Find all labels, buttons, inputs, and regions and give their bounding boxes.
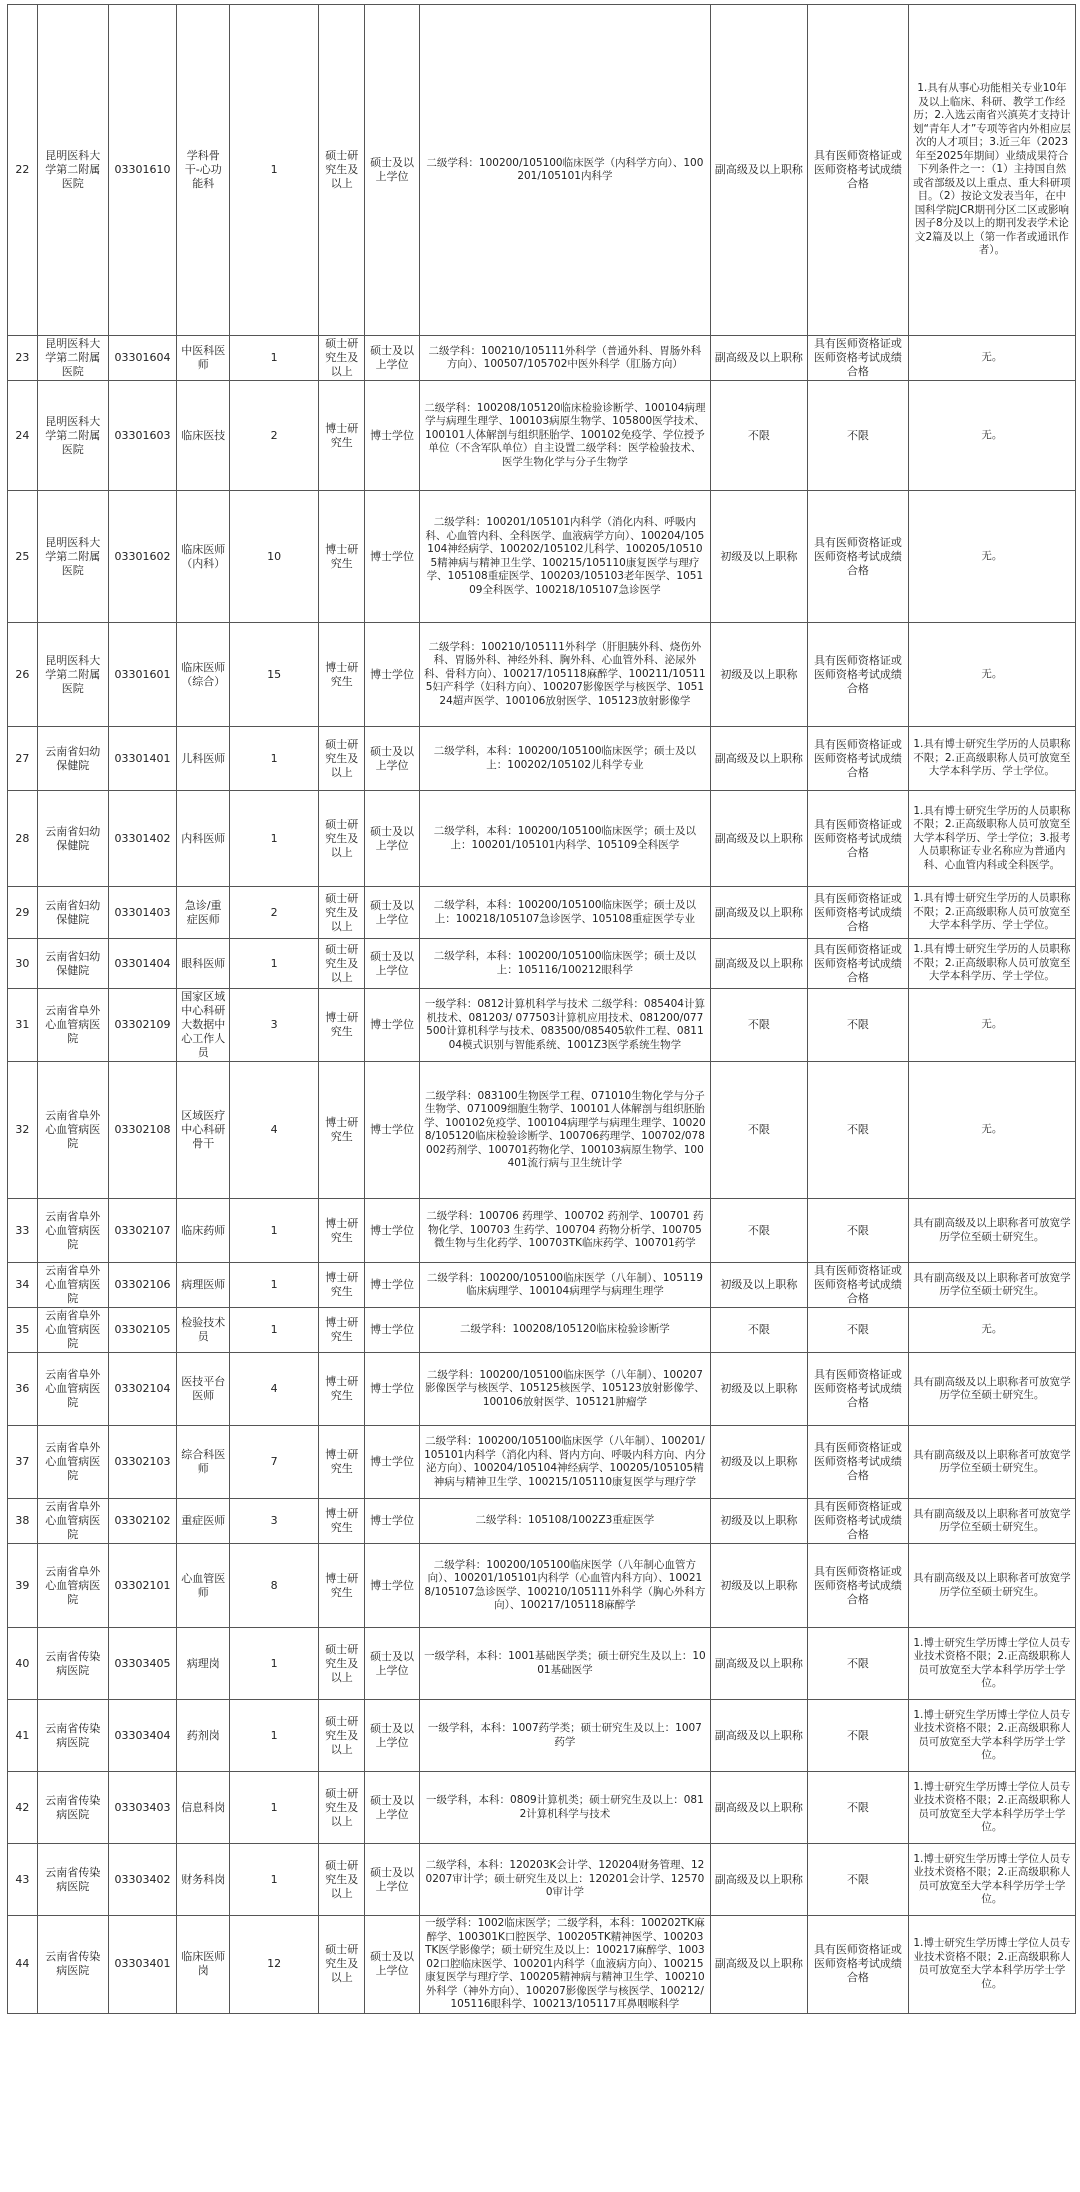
col-edu: 博士研究生 <box>319 381 365 491</box>
col-count: 10 <box>230 491 319 623</box>
col-degree: 硕士及以上学位 <box>365 939 420 989</box>
col-code: 03301602 <box>108 491 177 623</box>
col-major: 二级学科：100208/105120临床检验诊断学、100104病理学与病理生理学、100103病原生物学、105800医学技术、100101人体解剖与组织胚胎学、100102免疫学、学位授予单位（不含军队单位）自主设置二级学科：医学检验技术、医学生物化学与分子生物学 <box>420 381 711 491</box>
col-other: 1.具有博士研究生学历的人员职称不限；2.正高级职称人员可放宽至大学本科学历、学士学位。 <box>908 887 1075 939</box>
col-major: 二级学科：100200/105100临床医学（内科学方向）、100201/105101内科学 <box>420 5 711 336</box>
col-count: 1 <box>230 1199 319 1263</box>
col-degree: 硕士及以上学位 <box>365 1628 420 1700</box>
col-degree: 博士学位 <box>365 989 420 1062</box>
col-code: 03302103 <box>108 1426 177 1499</box>
col-major: 二级学科：100200/105100临床医学（八年制）、100201/105101内科学（消化内科、肾内方向、呼吸内科方向、内分泌方向）、100204/105104神经病学、100205/105105精神病与精神卫生学、100215/105110康复医学与理疗学 <box>420 1426 711 1499</box>
col-unit: 昆明医科大学第二附属医院 <box>37 381 108 491</box>
col-title: 副高级及以上职称 <box>710 5 807 336</box>
col-post: 财务科岗 <box>177 1844 230 1916</box>
col-post: 中医科医师 <box>177 336 230 381</box>
table-row <box>8 727 1076 791</box>
col-post: 儿科医师 <box>177 727 230 791</box>
col-post: 临床医师（综合） <box>177 623 230 727</box>
col-post: 病理医师 <box>177 1263 230 1308</box>
col-cert: 具有医师资格证或医师资格考试成绩合格 <box>808 491 909 623</box>
col-count: 1 <box>230 1700 319 1772</box>
col-degree: 硕士及以上学位 <box>365 1844 420 1916</box>
col-code: 03302107 <box>108 1199 177 1263</box>
col-post: 内科医师 <box>177 791 230 887</box>
col-no: 41 <box>8 1700 38 1772</box>
col-degree: 博士学位 <box>365 1062 420 1199</box>
col-unit: 云南省阜外心血管病医院 <box>37 1199 108 1263</box>
col-title: 副高级及以上职称 <box>710 336 807 381</box>
col-count: 1 <box>230 5 319 336</box>
col-degree: 博士学位 <box>365 1308 420 1353</box>
col-no: 31 <box>8 989 38 1062</box>
col-degree: 博士学位 <box>365 491 420 623</box>
col-count: 3 <box>230 1499 319 1544</box>
table-row <box>8 1628 1076 1700</box>
col-post: 信息科岗 <box>177 1772 230 1844</box>
col-degree: 硕士及以上学位 <box>365 1916 420 2014</box>
col-other: 1.博士研究生学历博士学位人员专业技术资格不限；2.正高级职称人员可放宽至大学本科学历学士学位。 <box>908 1772 1075 1844</box>
col-cert: 不限 <box>808 1772 909 1844</box>
col-edu: 博士研究生 <box>319 1426 365 1499</box>
col-title: 副高级及以上职称 <box>710 791 807 887</box>
col-title: 初级及以上职称 <box>710 1426 807 1499</box>
col-major: 一级学科，本科：1001基础医学类；硕士研究生及以上：1001基础医学 <box>420 1628 711 1700</box>
col-title: 副高级及以上职称 <box>710 1772 807 1844</box>
col-cert: 具有医师资格证或医师资格考试成绩合格 <box>808 791 909 887</box>
col-other: 无。 <box>908 491 1075 623</box>
table-row <box>8 1544 1076 1628</box>
table-row <box>8 491 1076 623</box>
col-major: 二级学科：100200/105100临床医学（八年制心血管方向）、100201/105101内科学（心血管内科方向）、100218/105107急诊医学、100210/105111外科学（胸心外科方向）、100217/105118麻醉学 <box>420 1544 711 1628</box>
col-code: 03302102 <box>108 1499 177 1544</box>
col-no: 38 <box>8 1499 38 1544</box>
col-degree: 硕士及以上学位 <box>365 791 420 887</box>
col-code: 03303402 <box>108 1844 177 1916</box>
col-code: 03301401 <box>108 727 177 791</box>
col-count: 2 <box>230 381 319 491</box>
col-cert: 具有医师资格证或医师资格考试成绩合格 <box>808 1916 909 2014</box>
col-unit: 昆明医科大学第二附属医院 <box>37 623 108 727</box>
col-cert: 具有医师资格证或医师资格考试成绩合格 <box>808 1353 909 1426</box>
col-other: 1.具有博士研究生学历的人员职称不限；2.正高级职称人员可放宽至大学本科学历、学士学位；3.报考人员职称证专业名称应为普通内科、心血管内科或全科医学。 <box>908 791 1075 887</box>
col-cert: 具有医师资格证或医师资格考试成绩合格 <box>808 887 909 939</box>
col-other: 具有副高级及以上职称者可放宽学历学位至硕士研究生。 <box>908 1263 1075 1308</box>
col-no: 36 <box>8 1353 38 1426</box>
col-post: 临床药师 <box>177 1199 230 1263</box>
col-post: 药剂岗 <box>177 1700 230 1772</box>
col-unit: 云南省传染病医院 <box>37 1772 108 1844</box>
col-unit: 云南省阜外心血管病医院 <box>37 1499 108 1544</box>
col-title: 不限 <box>710 989 807 1062</box>
col-unit: 昆明医科大学第二附属医院 <box>37 491 108 623</box>
col-edu: 硕士研究生及以上 <box>319 1772 365 1844</box>
col-unit: 云南省传染病医院 <box>37 1628 108 1700</box>
col-unit: 云南省传染病医院 <box>37 1844 108 1916</box>
col-degree: 博士学位 <box>365 623 420 727</box>
col-count: 7 <box>230 1426 319 1499</box>
col-degree: 硕士及以上学位 <box>365 336 420 381</box>
col-edu: 博士研究生 <box>319 623 365 727</box>
col-major: 二级学科，本科：100200/105100临床医学；硕士及以上：100218/105107急诊医学、105108重症医学专业 <box>420 887 711 939</box>
col-degree: 硕士及以上学位 <box>365 5 420 336</box>
col-other: 1.博士研究生学历博士学位人员专业技术资格不限；2.正高级职称人员可放宽至大学本科学历学士学位。 <box>908 1628 1075 1700</box>
col-post: 综合科医师 <box>177 1426 230 1499</box>
table-row <box>8 1700 1076 1772</box>
col-cert: 不限 <box>808 381 909 491</box>
col-edu: 博士研究生 <box>319 989 365 1062</box>
col-no: 26 <box>8 623 38 727</box>
col-no: 24 <box>8 381 38 491</box>
col-cert: 具有医师资格证或医师资格考试成绩合格 <box>808 1544 909 1628</box>
col-major: 二级学科：100210/105111外科学（普通外科、胃肠外科方向）、100507/105702中医外科学（肛肠方向） <box>420 336 711 381</box>
col-edu: 硕士研究生及以上 <box>319 1700 365 1772</box>
col-count: 1 <box>230 1628 319 1700</box>
col-post: 急诊/重症医师 <box>177 887 230 939</box>
col-edu: 博士研究生 <box>319 1062 365 1199</box>
col-cert: 不限 <box>808 1308 909 1353</box>
col-no: 32 <box>8 1062 38 1199</box>
col-cert: 具有医师资格证或医师资格考试成绩合格 <box>808 1499 909 1544</box>
col-major: 二级学科，本科：100200/105100临床医学；硕士及以上：100202/105102儿科学专业 <box>420 727 711 791</box>
col-unit: 云南省阜外心血管病医院 <box>37 1263 108 1308</box>
col-title: 副高级及以上职称 <box>710 887 807 939</box>
col-other: 1.博士研究生学历博士学位人员专业技术资格不限；2.正高级职称人员可放宽至大学本科学历学士学位。 <box>908 1844 1075 1916</box>
table-row <box>8 381 1076 491</box>
col-code: 03303403 <box>108 1772 177 1844</box>
col-degree: 博士学位 <box>365 1353 420 1426</box>
col-unit: 云南省妇幼保健院 <box>37 727 108 791</box>
col-major: 二级学科：083100生物医学工程、071010生物化学与分子生物学、071009细胞生物学、100101人体解剖与组织胚胎学、100102免疫学、100104病理学与病理生理学、100208/105120临床检验诊断学、100706药理学、100702/078002药剂学、100701药物化学、100103病原生物学、100401流行病与卫生统计学 <box>420 1062 711 1199</box>
col-count: 1 <box>230 1308 319 1353</box>
table-row <box>8 1263 1076 1308</box>
col-no: 27 <box>8 727 38 791</box>
col-edu: 博士研究生 <box>319 1199 365 1263</box>
col-edu: 硕士研究生及以上 <box>319 1916 365 2014</box>
col-post: 病理岗 <box>177 1628 230 1700</box>
col-edu: 博士研究生 <box>319 1353 365 1426</box>
col-post: 学科骨干-心功能科 <box>177 5 230 336</box>
table-row <box>8 623 1076 727</box>
col-code: 03302106 <box>108 1263 177 1308</box>
col-title: 副高级及以上职称 <box>710 727 807 791</box>
col-edu: 博士研究生 <box>319 1499 365 1544</box>
col-other: 无。 <box>908 336 1075 381</box>
col-post: 眼科医师 <box>177 939 230 989</box>
col-no: 39 <box>8 1544 38 1628</box>
col-major: 二级学科：100706 药理学、100702 药剂学、100701 药物化学、100703 生药学、100704 药物分析学、100705 微生物与生化药学、100703TK临床药学、100701药学 <box>420 1199 711 1263</box>
table-row <box>8 1499 1076 1544</box>
col-major: 二级学科，本科：120203K会计学、120204财务管理、120207审计学；硕士研究生及以上：120201会计学、125700审计学 <box>420 1844 711 1916</box>
col-cert: 具有医师资格证或医师资格考试成绩合格 <box>808 939 909 989</box>
table-row <box>8 989 1076 1062</box>
col-edu: 博士研究生 <box>319 1308 365 1353</box>
col-post: 医技平台医师 <box>177 1353 230 1426</box>
col-major: 一级学科：1002临床医学；二级学科，本科：100202TK麻醉学、100301K口腔医学、100205TK精神医学、100203TK医学影像学；硕士研究生及以上：100217麻醉学、100302口腔临床医学、100201内科学（血液病方向）、100215康复医学与理疗学、100205精神病与精神卫生学、100210外科学（神外方向）、100207影像医学与核医学、100212/105116眼科学、100213/105117耳鼻咽喉科学 <box>420 1916 711 2014</box>
col-title: 副高级及以上职称 <box>710 1628 807 1700</box>
col-unit: 云南省妇幼保健院 <box>37 887 108 939</box>
col-degree: 博士学位 <box>365 1426 420 1499</box>
col-edu: 硕士研究生及以上 <box>319 1844 365 1916</box>
col-no: 37 <box>8 1426 38 1499</box>
col-no: 28 <box>8 791 38 887</box>
col-code: 03302105 <box>108 1308 177 1353</box>
col-no: 33 <box>8 1199 38 1263</box>
col-count: 1 <box>230 939 319 989</box>
col-no: 35 <box>8 1308 38 1353</box>
col-major: 一级学科，本科：1007药学类；硕士研究生及以上：1007药学 <box>420 1700 711 1772</box>
col-title: 副高级及以上职称 <box>710 1916 807 2014</box>
col-post: 心血管医师 <box>177 1544 230 1628</box>
col-no: 30 <box>8 939 38 989</box>
col-degree: 博士学位 <box>365 1499 420 1544</box>
col-count: 4 <box>230 1062 319 1199</box>
col-post: 临床医技 <box>177 381 230 491</box>
col-title: 初级及以上职称 <box>710 1499 807 1544</box>
col-code: 03301604 <box>108 336 177 381</box>
table-row <box>8 1916 1076 2014</box>
col-code: 03301402 <box>108 791 177 887</box>
col-count: 15 <box>230 623 319 727</box>
col-count: 1 <box>230 1844 319 1916</box>
col-other: 1.博士研究生学历博士学位人员专业技术资格不限；2.正高级职称人员可放宽至大学本科学历学士学位。 <box>908 1700 1075 1772</box>
col-edu: 硕士研究生及以上 <box>319 336 365 381</box>
col-no: 34 <box>8 1263 38 1308</box>
col-major: 二级学科：100208/105120临床检验诊断学 <box>420 1308 711 1353</box>
col-count: 2 <box>230 887 319 939</box>
col-count: 1 <box>230 1772 319 1844</box>
col-no: 23 <box>8 336 38 381</box>
col-degree: 硕士及以上学位 <box>365 727 420 791</box>
recruitment-table <box>7 4 1076 2014</box>
col-other: 1.具有博士研究生学历的人员职称不限；2.正高级职称人员可放宽至大学本科学历、学士学位。 <box>908 939 1075 989</box>
col-edu: 博士研究生 <box>319 491 365 623</box>
col-cert: 具有医师资格证或医师资格考试成绩合格 <box>808 727 909 791</box>
col-no: 25 <box>8 491 38 623</box>
col-no: 22 <box>8 5 38 336</box>
col-cert: 具有医师资格证或医师资格考试成绩合格 <box>808 623 909 727</box>
col-count: 3 <box>230 989 319 1062</box>
col-unit: 昆明医科大学第二附属医院 <box>37 336 108 381</box>
col-no: 43 <box>8 1844 38 1916</box>
col-count: 12 <box>230 1916 319 2014</box>
col-post: 临床医师岗 <box>177 1916 230 2014</box>
col-major: 二级学科：100200/105100临床医学（八年制）、105119临床病理学、100104病理学与病理生理学 <box>420 1263 711 1308</box>
col-edu: 硕士研究生及以上 <box>319 5 365 336</box>
col-title: 初级及以上职称 <box>710 1263 807 1308</box>
col-other: 无。 <box>908 381 1075 491</box>
col-other: 具有副高级及以上职称者可放宽学历学位至硕士研究生。 <box>908 1544 1075 1628</box>
col-major: 二级学科：105108/1002Z3重症医学 <box>420 1499 711 1544</box>
col-cert: 不限 <box>808 1700 909 1772</box>
col-other: 无。 <box>908 1062 1075 1199</box>
col-count: 1 <box>230 336 319 381</box>
table-row <box>8 1199 1076 1263</box>
table-row <box>8 1353 1076 1426</box>
col-count: 8 <box>230 1544 319 1628</box>
col-title: 不限 <box>710 1062 807 1199</box>
col-title: 初级及以上职称 <box>710 623 807 727</box>
col-unit: 云南省阜外心血管病医院 <box>37 1308 108 1353</box>
col-major: 二级学科，本科：100200/105100临床医学；硕士及以上：100201/105101内科学、105109全科医学 <box>420 791 711 887</box>
col-title: 初级及以上职称 <box>710 491 807 623</box>
col-other: 1.博士研究生学历博士学位人员专业技术资格不限；2.正高级职称人员可放宽至大学本科学历学士学位。 <box>908 1916 1075 2014</box>
col-edu: 硕士研究生及以上 <box>319 939 365 989</box>
col-edu: 硕士研究生及以上 <box>319 1628 365 1700</box>
col-degree: 硕士及以上学位 <box>365 1700 420 1772</box>
col-title: 副高级及以上职称 <box>710 939 807 989</box>
col-code: 03303404 <box>108 1700 177 1772</box>
table-row <box>8 336 1076 381</box>
col-other: 无。 <box>908 989 1075 1062</box>
col-cert: 具有医师资格证或医师资格考试成绩合格 <box>808 1426 909 1499</box>
col-edu: 博士研究生 <box>319 1544 365 1628</box>
col-degree: 博士学位 <box>365 1199 420 1263</box>
col-major: 一级学科，本科：0809计算机类；硕士研究生及以上：0812计算机科学与技术 <box>420 1772 711 1844</box>
col-count: 4 <box>230 1353 319 1426</box>
table-row <box>8 887 1076 939</box>
col-cert: 不限 <box>808 1062 909 1199</box>
col-title: 初级及以上职称 <box>710 1353 807 1426</box>
col-code: 03301404 <box>108 939 177 989</box>
col-post: 国家区域中心科研大数据中心工作人员 <box>177 989 230 1062</box>
table-row <box>8 939 1076 989</box>
col-unit: 云南省传染病医院 <box>37 1916 108 2014</box>
table-row <box>8 1308 1076 1353</box>
col-major: 二级学科：100210/105111外科学（肝胆胰外科、烧伤外科、胃肠外科、神经外科、胸外科、心血管外科、泌尿外科、骨科方向）、100217/105118麻醉学、100211/105115妇产科学（妇科方向）、100207影像医学与核医学、105124超声医学、100106放射医学、105123放射影像学 <box>420 623 711 727</box>
col-other: 无。 <box>908 1308 1075 1353</box>
col-count: 1 <box>230 1263 319 1308</box>
col-degree: 硕士及以上学位 <box>365 1772 420 1844</box>
col-major: 二级学科：100201/105101内科学（消化内科、呼吸内科、心血管内科、全科医学、血液病学方向）、100204/105104神经病学、100202/105102儿科学、100205/105105精神病与精神卫生学、100215/105110康复医学与理疗学、105108重症医学、100203/105103老年医学、105109全科医学、100218/105107急诊医学 <box>420 491 711 623</box>
col-unit: 云南省传染病医院 <box>37 1700 108 1772</box>
col-count: 1 <box>230 791 319 887</box>
col-count: 1 <box>230 727 319 791</box>
col-no: 44 <box>8 1916 38 2014</box>
col-unit: 云南省阜外心血管病医院 <box>37 1062 108 1199</box>
col-unit: 昆明医科大学第二附属医院 <box>37 5 108 336</box>
col-title: 初级及以上职称 <box>710 1544 807 1628</box>
col-other: 1.具有博士研究生学历的人员职称不限；2.正高级职称人员可放宽至大学本科学历、学士学位。 <box>908 727 1075 791</box>
col-degree: 硕士及以上学位 <box>365 887 420 939</box>
col-other: 具有副高级及以上职称者可放宽学历学位至硕士研究生。 <box>908 1499 1075 1544</box>
col-no: 42 <box>8 1772 38 1844</box>
col-post: 区域医疗中心科研骨干 <box>177 1062 230 1199</box>
col-unit: 云南省妇幼保健院 <box>37 939 108 989</box>
col-title: 副高级及以上职称 <box>710 1844 807 1916</box>
col-code: 03303405 <box>108 1628 177 1700</box>
col-cert: 不限 <box>808 1844 909 1916</box>
col-major: 二级学科，本科：100200/105100临床医学；硕士及以上：105116/100212眼科学 <box>420 939 711 989</box>
table-row <box>8 791 1076 887</box>
col-no: 40 <box>8 1628 38 1700</box>
col-major: 二级学科：100200/105100临床医学（八年制）、100207影像医学与核医学、105125核医学、105123放射影像学、100106放射医学、105121肿瘤学 <box>420 1353 711 1426</box>
col-code: 03301403 <box>108 887 177 939</box>
col-edu: 硕士研究生及以上 <box>319 791 365 887</box>
col-other: 具有副高级及以上职称者可放宽学历学位至硕士研究生。 <box>908 1199 1075 1263</box>
col-cert: 不限 <box>808 1628 909 1700</box>
table-row <box>8 1772 1076 1844</box>
col-other: 无。 <box>908 623 1075 727</box>
col-other: 具有副高级及以上职称者可放宽学历学位至硕士研究生。 <box>908 1353 1075 1426</box>
col-post: 检验技术员 <box>177 1308 230 1353</box>
table-row <box>8 5 1076 336</box>
table-row <box>8 1844 1076 1916</box>
col-post: 重症医师 <box>177 1499 230 1544</box>
col-unit: 云南省阜外心血管病医院 <box>37 1353 108 1426</box>
col-code: 03302101 <box>108 1544 177 1628</box>
col-unit: 云南省妇幼保健院 <box>37 791 108 887</box>
col-title: 不限 <box>710 1308 807 1353</box>
col-code: 03301610 <box>108 5 177 336</box>
col-title: 不限 <box>710 1199 807 1263</box>
table-row <box>8 1426 1076 1499</box>
col-cert: 具有医师资格证或医师资格考试成绩合格 <box>808 336 909 381</box>
col-unit: 云南省阜外心血管病医院 <box>37 1544 108 1628</box>
col-unit: 云南省阜外心血管病医院 <box>37 1426 108 1499</box>
col-title: 副高级及以上职称 <box>710 1700 807 1772</box>
col-cert: 不限 <box>808 989 909 1062</box>
col-code: 03302109 <box>108 989 177 1062</box>
col-other: 具有副高级及以上职称者可放宽学历学位至硕士研究生。 <box>908 1426 1075 1499</box>
col-cert: 具有医师资格证或医师资格考试成绩合格 <box>808 5 909 336</box>
col-degree: 博士学位 <box>365 381 420 491</box>
col-cert: 具有医师资格证或医师资格考试成绩合格 <box>808 1263 909 1308</box>
col-other: 1.具有从事心功能相关专业10年及以上临床、科研、教学工作经历；2.入选云南省兴滇英才支持计划“青年人才”专项等省内外相应层次的人才项目；3.近三年（2023年至2025年期间）业绩成果符合下列条件之一：（1）主持国自然或省部级及以上重点、重大科研项目。（2）按论文发表当年，在中国科学院JCR期刊分区二区或影响因子8分及以上的期刊发表学术论文2篇及以上（第一作者或通讯作者）。 <box>908 5 1075 336</box>
col-unit: 云南省阜外心血管病医院 <box>37 989 108 1062</box>
col-edu: 硕士研究生及以上 <box>319 727 365 791</box>
col-code: 03303401 <box>108 1916 177 2014</box>
col-code: 03302108 <box>108 1062 177 1199</box>
col-cert: 不限 <box>808 1199 909 1263</box>
col-edu: 博士研究生 <box>319 1263 365 1308</box>
col-title: 不限 <box>710 381 807 491</box>
col-major: 一级学科：0812计算机科学与技术 二级学科：085404计算机技术、081203/ 077503计算机应用技术、081200/077500计算机科学与技术、083500/085405软件工程、081104模式识别与智能系统、1001Z3医学系统生物学 <box>420 989 711 1062</box>
col-code: 03302104 <box>108 1353 177 1426</box>
col-degree: 博士学位 <box>365 1263 420 1308</box>
table-row <box>8 1062 1076 1199</box>
col-post: 临床医师（内科） <box>177 491 230 623</box>
col-degree: 博士学位 <box>365 1544 420 1628</box>
col-edu: 硕士研究生及以上 <box>319 887 365 939</box>
col-code: 03301601 <box>108 623 177 727</box>
col-code: 03301603 <box>108 381 177 491</box>
col-no: 29 <box>8 887 38 939</box>
